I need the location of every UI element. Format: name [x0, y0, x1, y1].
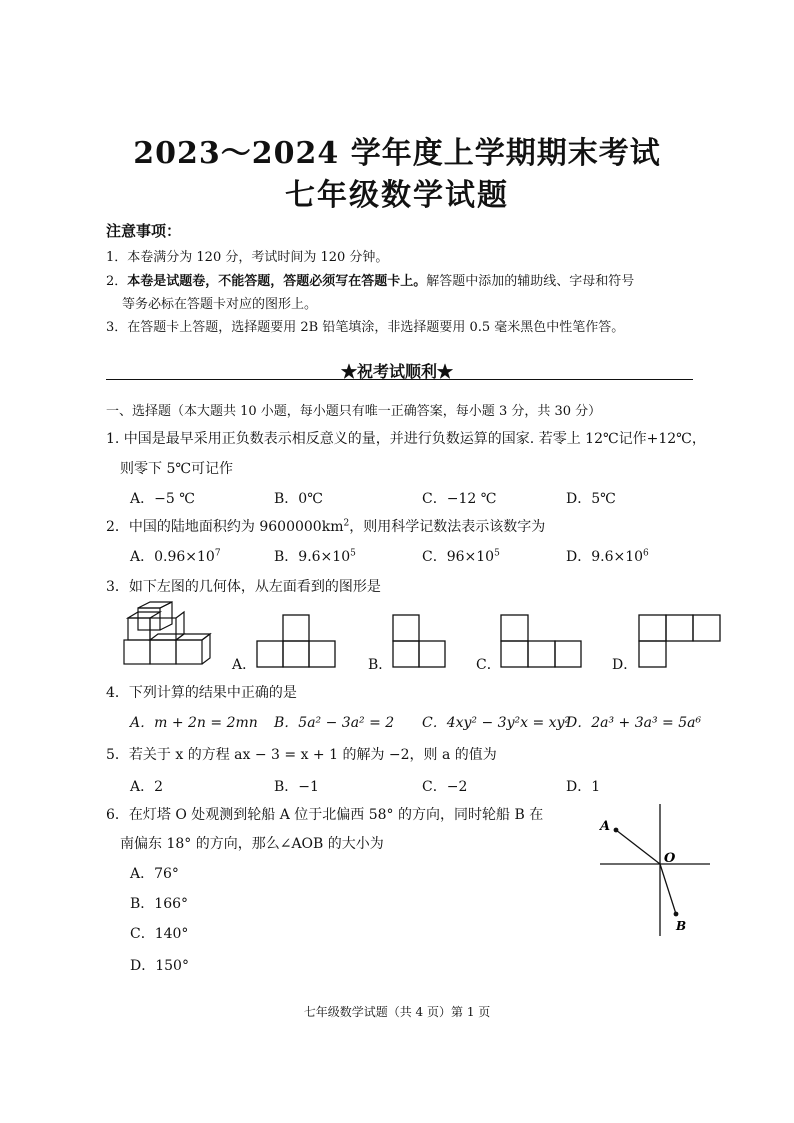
- exam-title: 2023～2024 学年度上学期期末考试: [133, 136, 661, 171]
- question-4-option-d: D．2a³ + 3a³ = 5a⁶: [566, 715, 702, 731]
- question-6-option-c: C．140°: [130, 926, 189, 942]
- question-2-option-d-text: D．9.6×10: [566, 549, 644, 565]
- question-6-option-d: D．150°: [130, 958, 189, 974]
- note-2-rest: 解答题中添加的辅助线、字母和符号: [426, 274, 635, 289]
- label-o: O: [664, 851, 676, 866]
- question-3-solid-figure: [118, 600, 218, 668]
- ray-oa: [616, 830, 660, 864]
- question-1-option-a: A．−5 ℃: [130, 491, 195, 507]
- question-6-option-a: A．76°: [130, 866, 179, 882]
- notes-heading: 注意事项：: [106, 222, 182, 240]
- good-luck-banner: ★祝考试顺利★: [340, 362, 453, 381]
- question-5-option-c: C．−2: [422, 779, 468, 795]
- note-2-bold: 本卷是试题卷，不能答题，答题必须写在答题卡上。: [127, 274, 427, 289]
- question-2-option-c-exp: 5: [494, 548, 500, 559]
- question-3-option-a-label: A．: [232, 657, 257, 673]
- question-5-stem: 5．若关于 x 的方程 ax − 3 = x + 1 的解为 −2，则 a 的值为: [106, 747, 497, 763]
- note-1: 1．本卷满分为 120 分，考试时间为 120 分钟。: [106, 250, 389, 265]
- question-6-stem: 6．在灯塔 O 处观测到轮船 A 位于北偏西 58° 的方向，同时轮船 B 在: [106, 807, 544, 823]
- question-3-option-d-figure: [638, 614, 722, 668]
- question-5-option-a: A．2: [130, 779, 164, 795]
- divider-line: [106, 379, 693, 380]
- question-3-stem: 3．如下左图的几何体，从左面看到的图形是: [106, 579, 381, 595]
- question-3-option-c-label: C．: [476, 657, 501, 673]
- note-3: 3．在答题卡上答题，选择题要用 2B 铅笔填涂，非选择题要用 0.5 毫米黑色中性笔作答。: [106, 320, 625, 335]
- question-4-option-a: A．m + 2n = 2mn: [130, 715, 258, 731]
- question-1-stem-2: 则零下 5℃可记作: [120, 461, 234, 477]
- question-2-option-a-exp: 7: [214, 548, 221, 559]
- question-2-stem: [106, 516, 545, 536]
- question-1-option-d: D．5℃: [566, 491, 616, 507]
- question-6-stem-2: 南偏东 18° 的方向，那么∠AOB 的大小为: [120, 836, 384, 852]
- section-heading: 一、选择题（本大题共 10 小题，每小题只有唯一正确答案，每小题 3 分，共 30 分）: [106, 404, 602, 419]
- question-1-option-c: C．−12 ℃: [422, 491, 497, 507]
- question-4-option-c: C．4xy² − 3y²x = xy²: [422, 715, 571, 731]
- label-b: B: [676, 919, 687, 933]
- question-3-option-c-figure: [500, 614, 582, 668]
- note-2-prefix: 2．: [106, 274, 128, 289]
- point-a: [614, 828, 619, 833]
- question-3-option-b-figure: [392, 614, 446, 668]
- question-2-option-c-text: C．96×10: [422, 549, 495, 565]
- question-2-stem-a: 2．中国的陆地面积约为 9600000km: [106, 519, 344, 535]
- question-2-option-d: [566, 546, 649, 566]
- question-2-option-c: [422, 546, 500, 566]
- question-6-compass-figure: [596, 800, 716, 940]
- question-5-option-b: B．−1: [274, 779, 319, 795]
- question-4-option-b: B．5a² − 3a² = 2: [274, 715, 395, 731]
- question-4-stem: 4．下列计算的结果中正确的是: [106, 685, 297, 701]
- question-6-option-b: B．166°: [130, 896, 189, 912]
- question-5-option-d: D．1: [566, 779, 601, 795]
- note-2-continued: 等务必标在答题卡对应的图形上。: [122, 297, 318, 312]
- exam-subtitle: 七年级数学试题: [285, 178, 509, 213]
- question-2-option-b-exp: 5: [350, 548, 356, 559]
- point-b: [674, 912, 679, 917]
- question-3-option-b-label: B．: [368, 657, 393, 673]
- note-2: [106, 270, 634, 289]
- question-3-option-d-label: D．: [612, 657, 638, 673]
- question-2-option-a: [130, 546, 221, 566]
- question-1-option-b: B．0℃: [274, 491, 323, 507]
- question-2-option-b-text: B．9.6×10: [274, 549, 351, 565]
- question-2-stem-sup: 2: [343, 518, 350, 529]
- question-2-option-b: [274, 546, 356, 566]
- question-2-option-d-exp: 6: [643, 548, 649, 559]
- question-1-stem: 1. 中国是最早采用正负数表示相反意义的量，并进行负数运算的国家. 若零上 12℃记作+12℃，: [106, 431, 706, 447]
- question-2-stem-b: ，则用科学记数法表示该数字为: [349, 519, 546, 535]
- question-3-option-a-figure: [256, 614, 336, 668]
- page-footer: 七年级数学试题（共 4 页）第 1 页: [303, 1005, 491, 1019]
- ray-ob: [660, 864, 676, 914]
- question-2-option-a-text: A．0.96×10: [130, 549, 215, 565]
- label-a: A: [600, 819, 611, 834]
